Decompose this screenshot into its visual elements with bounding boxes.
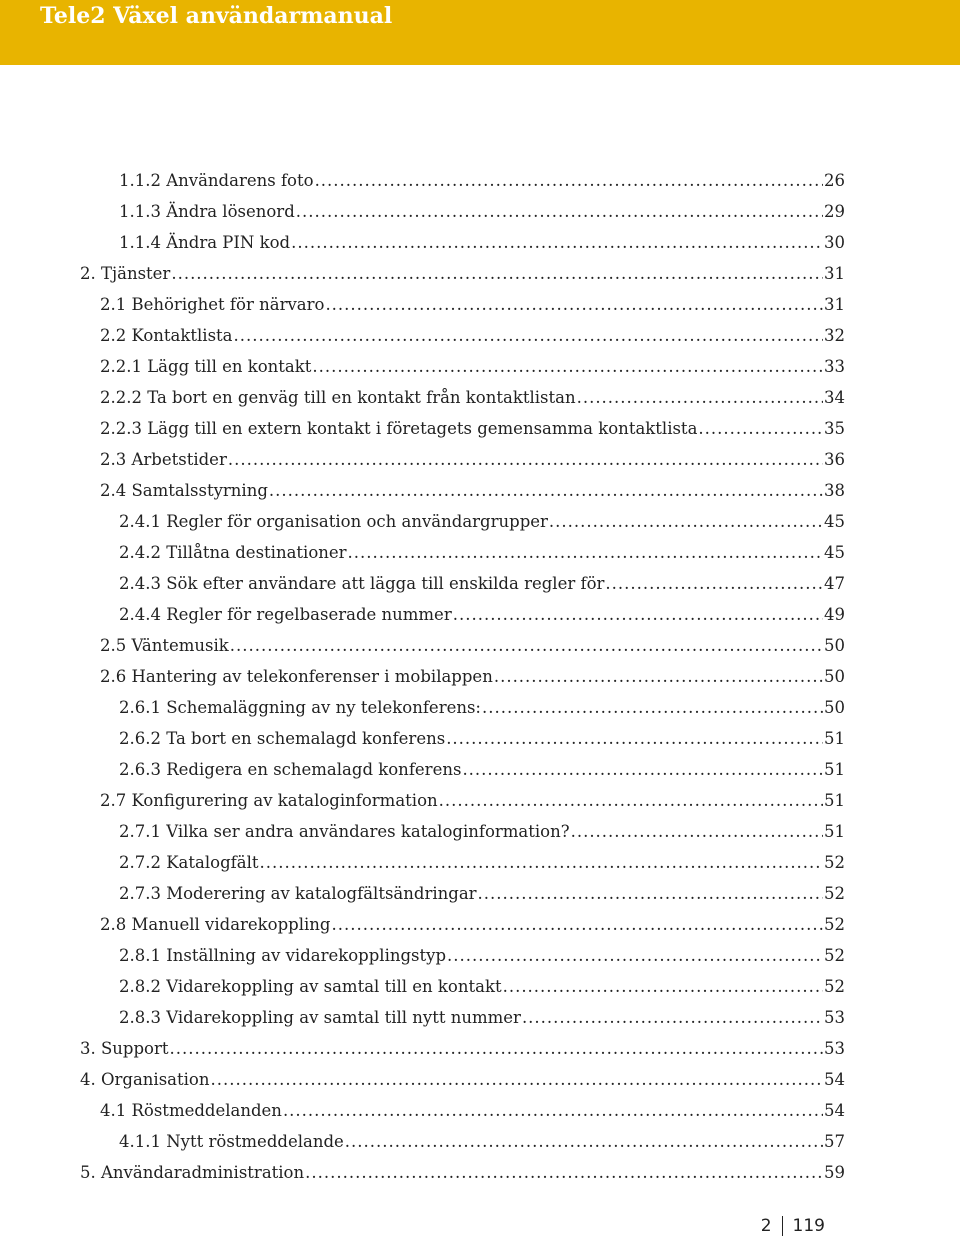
toc-dot-leader — [478, 878, 823, 909]
toc-entry-page: 53 — [824, 1039, 845, 1058]
toc-entry-page: 26 — [824, 171, 845, 190]
toc-entry-page: 52 — [824, 946, 845, 965]
toc-entry[interactable] — [0, 1064, 845, 1095]
toc-entry-page: 45 — [824, 543, 845, 562]
toc-entry-page: 29 — [824, 202, 845, 221]
toc-entry-title: 2.5 Väntemusik — [100, 636, 229, 655]
toc-entry[interactable] — [0, 599, 845, 630]
toc-entry-title: 2.4.1 Regler för organisation och användargrupper — [119, 512, 548, 531]
toc-entry[interactable] — [0, 816, 845, 847]
toc-dot-leader — [283, 1095, 823, 1126]
toc-dot-leader — [453, 599, 823, 630]
total-page-count: 119 — [792, 1216, 825, 1236]
toc-entry-title: 1.1.2 Användarens foto — [119, 171, 314, 190]
toc-entry-title: 2.7.2 Katalogfält — [119, 853, 259, 872]
toc-entry-page: 35 — [824, 419, 845, 438]
toc-entry-title: 2.4.4 Regler för regelbaserade nummer — [119, 605, 452, 624]
toc-entry-title: 2.2 Kontaktlista — [100, 326, 233, 345]
toc-entry-page: 32 — [824, 326, 845, 345]
table-of-contents — [0, 165, 960, 1188]
toc-entry-title: 2.8.2 Vidarekoppling av samtal till en kontakt — [119, 977, 502, 996]
toc-entry[interactable] — [0, 165, 845, 196]
toc-entry-title: 2.8.1 Inställning av vidarekopplingstyp — [119, 946, 447, 965]
toc-entry[interactable] — [0, 475, 845, 506]
toc-entry[interactable] — [0, 196, 845, 227]
toc-entry-page: 52 — [824, 853, 845, 872]
toc-entry-page: 53 — [824, 1008, 845, 1027]
toc-entry-title: 2.7.3 Moderering av katalogfältsändringar — [119, 884, 477, 903]
toc-dot-leader — [447, 940, 823, 971]
toc-dot-leader — [577, 382, 823, 413]
toc-entry[interactable] — [0, 568, 845, 599]
toc-entry[interactable] — [0, 692, 845, 723]
toc-entry[interactable] — [0, 444, 845, 475]
toc-entry-title: 1.1.4 Ändra PIN kod — [119, 233, 291, 252]
toc-entry[interactable] — [0, 754, 845, 785]
toc-entry-title: 2.6.1 Schemaläggning av ny telekonferens: — [119, 698, 481, 717]
toc-dot-leader — [234, 320, 823, 351]
toc-entry[interactable] — [0, 878, 845, 909]
toc-entry-title: 2. Tjänster — [80, 264, 171, 283]
document-title: Tele2 Växel användarmanual — [40, 3, 393, 29]
footer-divider — [782, 1216, 783, 1236]
toc-entry[interactable] — [0, 1033, 845, 1064]
toc-entry-title: 2.6.3 Redigera en schemalagd konferens — [119, 760, 462, 779]
toc-entry-page: 50 — [824, 667, 845, 686]
toc-entry[interactable] — [0, 847, 845, 878]
toc-entry[interactable] — [0, 537, 845, 568]
toc-entry-page: 50 — [824, 636, 845, 655]
toc-dot-leader — [549, 506, 823, 537]
toc-entry-title: 2.4.3 Sök efter användare att lägga till enskilda regler för — [119, 574, 605, 593]
toc-dot-leader — [260, 847, 824, 878]
toc-dot-leader — [494, 661, 823, 692]
toc-entry[interactable] — [0, 1002, 845, 1033]
toc-dot-leader — [698, 413, 823, 444]
toc-entry-page: 47 — [824, 574, 845, 593]
toc-dot-leader — [605, 568, 823, 599]
toc-dot-leader — [210, 1064, 823, 1095]
toc-entry-title: 2.7.1 Vilka ser andra användares kataloginformation? — [119, 822, 570, 841]
toc-entry[interactable] — [0, 320, 845, 351]
toc-dot-leader — [305, 1157, 823, 1188]
toc-dot-leader — [331, 909, 823, 940]
toc-dot-leader — [171, 258, 823, 289]
toc-dot-leader — [446, 723, 823, 754]
toc-entry[interactable] — [0, 630, 845, 661]
toc-dot-leader — [230, 630, 823, 661]
toc-entry-page: 38 — [824, 481, 845, 500]
toc-dot-leader — [482, 692, 823, 723]
toc-entry-title: 2.8.3 Vidarekoppling av samtal till nytt nummer — [119, 1008, 521, 1027]
toc-entry-title: 2.4.2 Tillåtna destinationer — [119, 543, 347, 562]
toc-entry-page: 51 — [824, 760, 845, 779]
toc-entry-page: 52 — [824, 884, 845, 903]
toc-entry-title: 3. Support — [80, 1039, 169, 1058]
toc-entry[interactable] — [0, 506, 845, 537]
toc-entry[interactable] — [0, 1095, 845, 1126]
toc-entry-title: 2.8 Manuell vidarekoppling — [100, 915, 331, 934]
toc-entry[interactable] — [0, 971, 845, 1002]
toc-dot-leader — [522, 1002, 823, 1033]
toc-dot-leader — [571, 816, 823, 847]
current-page-number: 2 — [760, 1216, 772, 1236]
toc-entry[interactable] — [0, 940, 845, 971]
toc-entry-page: 49 — [824, 605, 845, 624]
toc-entry-title: 5. Användaradministration — [80, 1163, 305, 1182]
toc-entry-page: 34 — [824, 388, 845, 407]
toc-entry[interactable] — [0, 351, 845, 382]
toc-entry-title: 2.3 Arbetstider — [100, 450, 227, 469]
toc-entry-page: 33 — [824, 357, 845, 376]
toc-entry-page: 51 — [824, 822, 845, 841]
toc-dot-leader — [315, 165, 823, 196]
toc-entry-title: 2.7 Konfigurering av kataloginformation — [100, 791, 438, 810]
toc-entry-page: 45 — [824, 512, 845, 531]
toc-dot-leader — [345, 1126, 823, 1157]
toc-entry[interactable] — [0, 1157, 845, 1188]
toc-entry[interactable] — [0, 785, 845, 816]
toc-entry-title: 2.2.3 Lägg till en extern kontakt i företagets gemensamma kontaktlista — [100, 419, 698, 438]
toc-entry-title: 4.1 Röstmeddelanden — [100, 1101, 282, 1120]
toc-dot-leader — [312, 351, 823, 382]
toc-entry-page: 36 — [824, 450, 845, 469]
toc-entry[interactable] — [0, 289, 845, 320]
toc-entry-title: 4.1.1 Nytt röstmeddelande — [119, 1132, 344, 1151]
toc-entry-page: 50 — [824, 698, 845, 717]
toc-entry-title: 2.6.2 Ta bort en schemalagd konferens — [119, 729, 446, 748]
toc-entry[interactable] — [0, 723, 845, 754]
toc-entry-page: 59 — [824, 1163, 845, 1182]
toc-entry-page: 51 — [824, 729, 845, 748]
toc-dot-leader — [503, 971, 823, 1002]
toc-entry-page: 54 — [824, 1101, 845, 1120]
toc-entry-page: 51 — [824, 791, 845, 810]
toc-entry[interactable] — [0, 413, 845, 444]
toc-entry[interactable] — [0, 1126, 845, 1157]
toc-entry-title: 2.6 Hantering av telekonferenser i mobilappen — [100, 667, 493, 686]
toc-entry-page: 52 — [824, 977, 845, 996]
toc-entry-page: 54 — [824, 1070, 845, 1089]
toc-dot-leader — [439, 785, 823, 816]
toc-entry-title: 2.2.2 Ta bort en genväg till en kontakt från kontaktlistan — [100, 388, 576, 407]
toc-entry-page: 31 — [824, 295, 845, 314]
toc-entry-title: 2.1 Behörighet för närvaro — [100, 295, 325, 314]
toc-entry-page: 31 — [824, 264, 845, 283]
toc-dot-leader — [291, 227, 823, 258]
toc-entry-page: 57 — [824, 1132, 845, 1151]
toc-dot-leader — [228, 444, 823, 475]
toc-entry-title: 1.1.3 Ändra lösenord — [119, 202, 295, 221]
toc-dot-leader — [348, 537, 823, 568]
toc-entry[interactable] — [0, 227, 845, 258]
toc-entry-title: 4. Organisation — [80, 1070, 210, 1089]
toc-dot-leader — [170, 1033, 824, 1064]
toc-entry[interactable] — [0, 258, 845, 289]
toc-entry[interactable] — [0, 382, 845, 413]
toc-entry-page: 30 — [824, 233, 845, 252]
toc-entry-page: 52 — [824, 915, 845, 934]
toc-dot-leader — [269, 475, 823, 506]
toc-entry[interactable] — [0, 661, 845, 692]
toc-dot-leader — [325, 289, 823, 320]
toc-dot-leader — [462, 754, 823, 785]
page-footer — [761, 1214, 825, 1238]
page-header — [0, 0, 960, 65]
toc-dot-leader — [296, 196, 823, 227]
toc-entry-title: 2.4 Samtalsstyrning — [100, 481, 268, 500]
toc-entry-title: 2.2.1 Lägg till en kontakt — [100, 357, 312, 376]
toc-entry[interactable] — [0, 909, 845, 940]
